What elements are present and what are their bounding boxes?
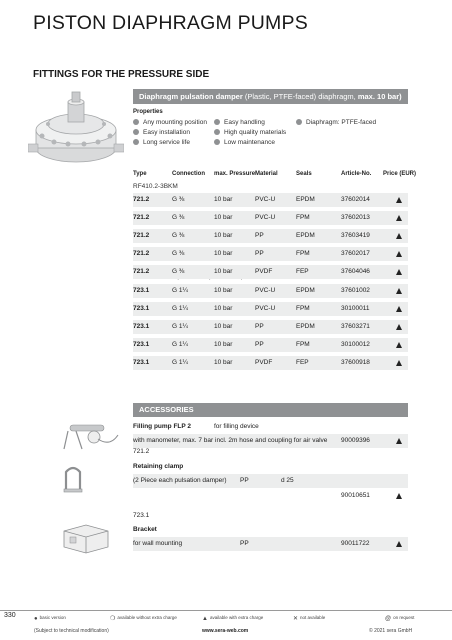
cell-seals: EPDM [296,287,315,294]
cell-pressure: 10 bar [214,341,233,348]
cell-material: PP [255,323,264,330]
cell-article: 37604046 [341,268,370,275]
website-link[interactable]: www.sera-web.com [202,628,249,634]
cell-connection: G 1¼ [172,287,188,294]
clamp-material: PP [240,477,249,484]
property-item: Easy handling [214,119,265,126]
cell-material: PP [255,250,264,257]
clamp-size: d 25 [281,477,294,484]
retaining-clamp-image [62,464,84,494]
triangle-icon [396,493,402,499]
triangle-icon [396,324,402,330]
cell-pressure: 10 bar [214,250,233,257]
legend-extra-charge: ▲ available with extra charge [202,615,264,622]
cell-connection: G 1¼ [172,305,188,312]
table-row [133,302,408,316]
cell-pressure: 10 bar [214,287,233,294]
cell-pressure: 10 bar [214,196,233,203]
triangle-icon [396,197,402,203]
cell-seals: EPDM [296,196,315,203]
cell-type: 721.2 [133,268,150,275]
cell-connection: G ⅜ [172,268,185,275]
bracket-type: 723.1 [133,512,150,519]
cell-article: 37602017 [341,250,370,257]
clamp-article: 90010651 [341,492,370,499]
pulsation-damper-image [28,88,124,168]
section-title: FITTINGS FOR THE PRESSURE SIDE [33,69,210,80]
clamp-row [133,474,408,488]
triangle-icon [396,306,402,312]
cell-seals: FPM [296,341,310,348]
property-item: Any mounting position [133,119,207,126]
triangle-icon [396,251,402,257]
property-item: Long service life [133,139,190,146]
column-header-connection: Connection [172,171,205,177]
cell-pressure: 10 bar [214,359,233,366]
table-row [133,229,408,243]
filling-pump-description: with manometer, max. 7 bar incl. 2m hose and coupling for air valve [133,437,328,444]
legend-basic: ● basic version [34,615,66,622]
triangle-icon [396,288,402,294]
bracket-name: Bracket [133,526,157,533]
cell-article: 37600918 [341,359,370,366]
page-title: PISTON DIAPHRAGM PUMPS [33,12,308,34]
table-row [133,284,408,298]
table-row [133,338,408,352]
bullet-icon [214,129,220,135]
cell-pressure: 10 bar [214,268,233,275]
table-row [133,320,408,334]
bullet-icon [214,139,220,145]
cell-type: 723.1 [133,287,150,294]
table-row [133,193,408,207]
cell-type: 721.2 [133,196,150,203]
column-header-seals: Seals [296,171,312,177]
property-item: Low maintenance [214,139,275,146]
cell-pressure: 10 bar [214,232,233,239]
legend-no-charge: ❍ available without extra charge [110,615,177,622]
cell-connection: G 1¼ [172,359,188,366]
cell-type: 721.2 [133,214,150,221]
product-name-suffix: (Plastic, PTFE-faced) diaphragm, [244,92,356,101]
bracket-article: 90011722 [341,540,370,547]
property-item: Diaphragm: PTFE-faced [296,119,376,126]
table-row [133,247,408,261]
cell-connection: G ⅜ [172,232,185,239]
bullet-icon [296,119,302,125]
bracket-description: for wall mounting [133,540,183,547]
table-row [133,356,408,370]
properties-label: Properties [133,109,163,115]
copyright: © 2021 sera GmbH [369,628,413,634]
disclaimer: (Subject to technical modification) [34,628,109,634]
cell-type: 723.1 [133,305,150,312]
filling-pump-name: Filling pump FLP 2 [133,423,192,430]
filled-circle-icon: ● [34,616,38,622]
cell-type: 721.2 [133,250,150,257]
cell-material: PVC-U [255,305,276,312]
cell-article: 37603419 [341,232,370,239]
cell-connection: G ⅜ [172,250,185,257]
cross-icon: ✕ [293,616,299,622]
cell-seals: FEP [296,359,309,366]
open-circle-icon: ❍ [110,616,116,622]
bracket-image [58,521,114,555]
bracket-row [133,537,408,551]
product-pressure: max. 10 bar) [357,92,402,101]
property-item: High quality materials [214,129,286,136]
product-name: Diaphragm pulsation damper [139,92,243,101]
bullet-icon [133,139,139,145]
filling-pump-purpose: for filling device [214,423,259,430]
cell-article: 37602014 [341,196,370,203]
cell-article: 37603271 [341,323,370,330]
bullet-icon [214,119,220,125]
cell-type: 723.1 [133,359,150,366]
clamp-name: Retaining clamp [133,463,184,470]
column-header-price: Price (EUR) [383,171,417,177]
page-number: 330 [4,612,16,619]
accessories-header: ACCESSORIES [133,403,408,417]
cell-material: PVDF [255,359,273,366]
cell-seals: EPDM [296,232,315,239]
clamp-type: 721.2 [133,448,150,455]
property-item: Easy installation [133,129,190,136]
cell-connection: G 1¼ [172,341,188,348]
column-header-pressure: max. Pressure [214,171,256,177]
cell-material: PVDF [255,268,273,275]
cell-pressure: 10 bar [214,214,233,221]
triangle-icon [396,438,402,444]
cell-connection: G ⅜ [172,196,185,203]
column-header-article: Article-No. [341,171,372,177]
cell-article: 30100012 [341,341,370,348]
cell-material: PVC-U [255,214,276,221]
triangle-icon [396,269,402,275]
filling-pump-image [62,421,122,453]
column-header-material: Material [255,171,278,177]
cell-article: 37602013 [341,214,370,221]
triangle-icon [396,342,402,348]
triangle-icon [396,233,402,239]
legend-on-request: @ on request [385,615,415,622]
product-header-bar [133,89,408,104]
column-header-type: Type [133,171,147,177]
footer-divider [0,610,452,611]
cell-pressure: 10 bar [214,305,233,312]
table-row [133,211,408,225]
cell-article: 30100011 [341,305,370,312]
bracket-material: PP [240,540,249,547]
cell-type: 723.1 [133,323,150,330]
cell-pressure: 10 bar [214,323,233,330]
cell-material: PVC-U [255,196,276,203]
cell-connection: G 1¼ [172,323,188,330]
question-icon: @ [385,616,392,622]
triangle-icon: ▲ [202,616,208,622]
bullet-icon [133,119,139,125]
cell-seals: EPDM [296,323,315,330]
triangle-icon [396,215,402,221]
cell-seals: FEP [296,268,309,275]
cell-connection: G ⅜ [172,214,185,221]
cell-seals: FPM [296,305,310,312]
group-label: RF410.2-3BKM [133,183,178,190]
bullet-icon [133,129,139,135]
triangle-icon [396,360,402,366]
cell-seals: FPM [296,250,310,257]
cell-type: 723.1 [133,341,150,348]
filling-pump-row [133,434,408,448]
filling-pump-article: 90009396 [341,437,370,444]
clamp-description: (2 Piece each pulsation damper) [133,477,227,484]
cell-material: PP [255,232,264,239]
cell-material: PVC-U [255,287,276,294]
cell-material: PP [255,341,264,348]
cell-type: 721.2 [133,232,150,239]
legend-not-available: ✕ not available [293,615,326,622]
table-row [133,265,408,279]
triangle-icon [396,541,402,547]
cell-seals: FPM [296,214,310,221]
cell-article: 37601002 [341,287,370,294]
